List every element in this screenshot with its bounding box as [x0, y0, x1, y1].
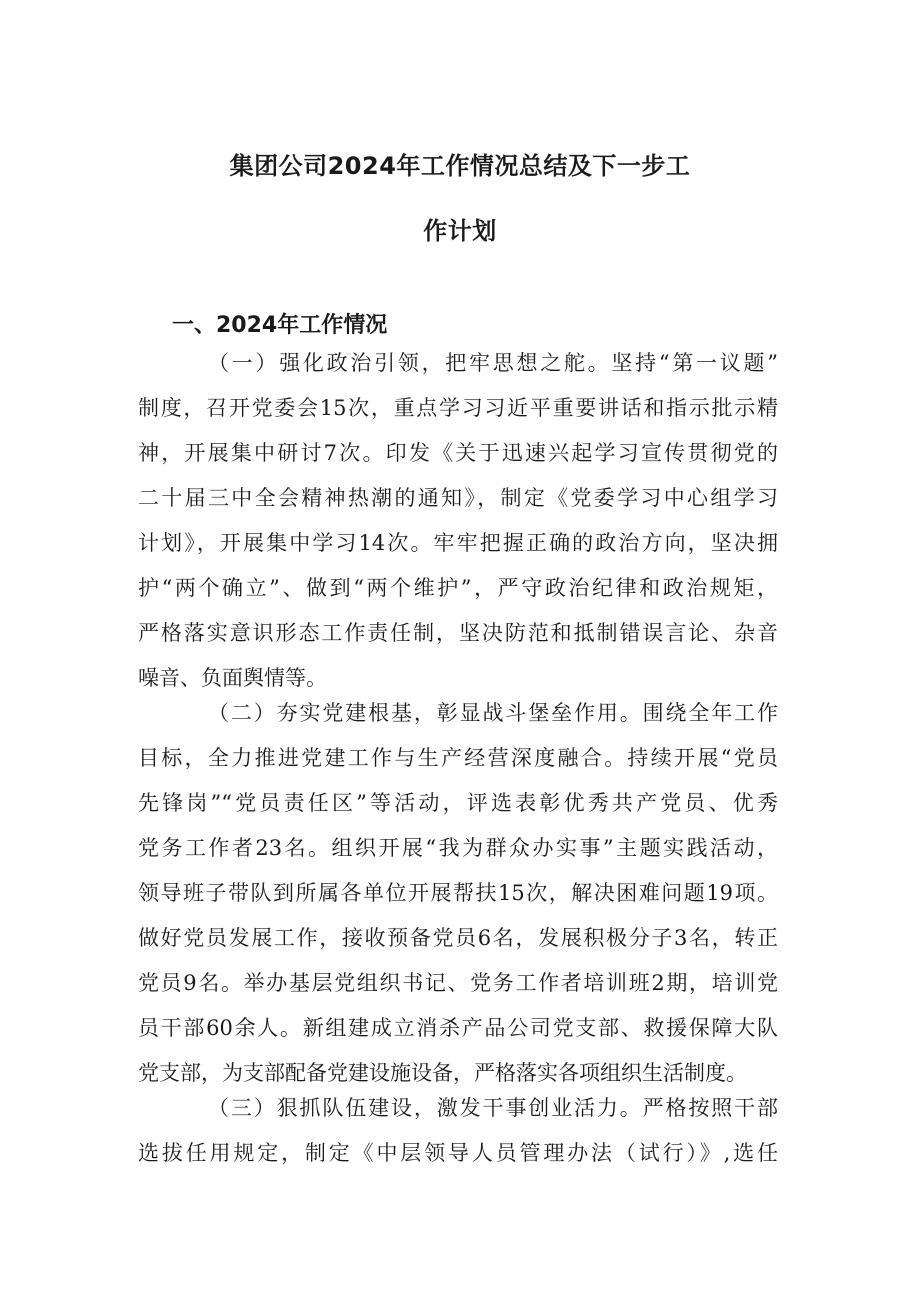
document-title-line-2: 作计划	[423, 217, 497, 245]
paragraph-2	[138, 691, 778, 1096]
section-heading: 一、2024年工作情况	[172, 313, 388, 338]
paragraph-line: 员干部60余人。新组建成立消杀产品公司党支部、救援保障大队	[138, 1016, 778, 1040]
paragraph-line: 严格落实意识形态工作责任制，坚决防范和抵制错误言论、杂音	[138, 621, 778, 645]
paragraph-1	[138, 341, 778, 701]
paragraph-line: 党员9名。举办基层党组织书记、党务工作者培训班2期，培训党	[138, 971, 778, 995]
paragraph-line: 做好党员发展工作，接收预备党员6名，发展积极分子3名，转正	[138, 926, 778, 950]
paragraph-line: 护“两个确立”、做到“两个维护”，严守政治纪律和政治规矩，	[138, 576, 778, 600]
paragraph-line: 目标，全力推进党建工作与生产经营深度融合。持续开展“党员	[138, 746, 778, 770]
paragraph-line: 党务工作者23名。组织开展“我为群众办实事”主题实践活动，	[138, 836, 778, 860]
paragraph-line: 噪音、负面舆情等。	[138, 666, 327, 690]
paragraph-3	[138, 1086, 778, 1176]
paragraph-line: 先锋岗”“党员责任区”等活动，评选表彰优秀共产党员、优秀	[138, 791, 778, 815]
paragraph-line: 选拔任用规定，制定《中层领导人员管理办法（试行）》,选任	[138, 1141, 778, 1165]
paragraph-line: （一）强化政治引领，把牢思想之舵。坚持“第一议题”	[208, 351, 778, 375]
paragraph-line: 计划》，开展集中学习14次。牢牢把握正确的政治方向，坚决拥	[138, 531, 778, 555]
document-title-line-1: 集团公司2024年工作情况总结及下一步工	[229, 152, 691, 180]
paragraph-line: 领导班子带队到所属各单位开展帮扶15次，解决困难问题19项。	[138, 881, 778, 905]
paragraph-line: 党支部，为支部配备党建设施设备，严格落实各项组织生活制度。	[138, 1061, 747, 1085]
paragraph-line: 制度，召开党委会15次，重点学习习近平重要讲话和指示批示精	[138, 396, 778, 420]
paragraph-line: 神，开展集中研讨7次。印发《关于迅速兴起学习宣传贯彻党的	[138, 441, 778, 465]
paragraph-line: （三）狠抓队伍建设，激发干事创业活力。严格按照干部	[208, 1096, 778, 1120]
paragraph-line: 二十届三中全会精神热潮的通知》，制定《党委学习中心组学习	[138, 486, 778, 510]
paragraph-line: （二）夯实党建根基，彰显战斗堡垒作用。围绕全年工作	[208, 701, 778, 725]
